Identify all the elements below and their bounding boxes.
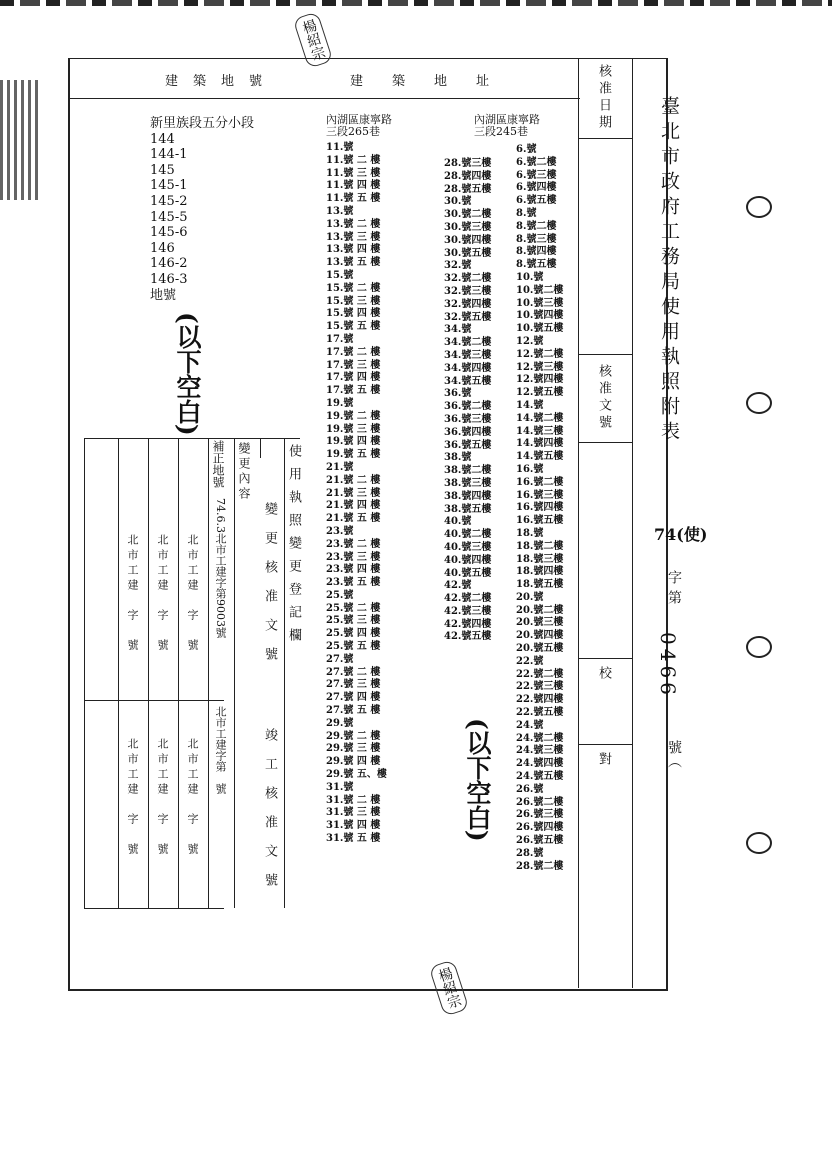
address-entry: 24.號二樓 xyxy=(516,732,564,744)
address-entry: 19.號 三 樓 xyxy=(326,423,381,435)
address-entry: 8.號二樓 xyxy=(516,220,557,232)
address-entry: 31.號 xyxy=(326,781,354,793)
address-entry: 23.號 xyxy=(326,525,354,537)
address-entry: 16.號四樓 xyxy=(516,502,564,514)
address-entry: 16.號五樓 xyxy=(516,515,564,527)
addr-col3-lane: 三段245巷 xyxy=(474,125,528,138)
address-entry: 34.號二樓 xyxy=(444,337,492,349)
addr-col3-road: 內湖區康寧路 xyxy=(474,113,540,126)
right-col-rule-2 xyxy=(632,58,633,988)
address-entry: 40.號四樓 xyxy=(444,554,492,566)
address-entry: 42.號四樓 xyxy=(444,618,492,630)
scan-edge xyxy=(0,0,832,6)
address-entry: 8.號三樓 xyxy=(516,233,557,245)
seal-stamp-top: 楊紹宗 xyxy=(293,11,334,68)
address-entry: 42.號五樓 xyxy=(444,631,492,643)
address-entry: 27.號 xyxy=(326,653,354,665)
address-entry: 13.號 五 樓 xyxy=(326,257,381,269)
address-entry: 11.號 四 樓 xyxy=(326,180,381,192)
address-entry: 21.號 四 樓 xyxy=(326,500,381,512)
address-entry: 42.號三樓 xyxy=(444,605,492,617)
address-entry: 25.號 xyxy=(326,589,354,601)
address-entry: 30.號 xyxy=(444,196,472,208)
addr-col1-road: 內湖區康寧路 xyxy=(326,113,392,126)
register-rule xyxy=(260,438,261,458)
lot-number: 146 xyxy=(150,240,175,256)
license-char: 字第 xyxy=(666,570,682,610)
approve-date-label: 核准日期 xyxy=(596,64,611,132)
address-entry: 27.號 二 樓 xyxy=(326,666,381,678)
address-entry: 23.號 二 樓 xyxy=(326,538,381,550)
address-entry: 34.號三樓 xyxy=(444,349,492,361)
register-blank-approve: 北市工建 字 號 xyxy=(126,534,139,654)
address-entry: 36.號二樓 xyxy=(444,401,492,413)
address-entry: 31.號 二 樓 xyxy=(326,794,381,806)
address-entry: 8.號四樓 xyxy=(516,246,557,258)
address-entry: 10.號二樓 xyxy=(516,284,564,296)
header-address: 建 築 地 址 xyxy=(350,74,491,89)
lot-number: 145-2 xyxy=(150,193,188,209)
address-entry: 22.號四樓 xyxy=(516,694,564,706)
address-entry: 26.號三樓 xyxy=(516,809,564,821)
register-blank-approve: 北市工建 字 號 xyxy=(156,534,169,654)
address-entry: 20.號二樓 xyxy=(516,604,564,616)
register-rule xyxy=(84,438,85,908)
address-entry: 16.號三樓 xyxy=(516,489,564,501)
address-entry: 13.號 xyxy=(326,205,354,217)
address-entry: 32.號二樓 xyxy=(444,273,492,285)
address-entry: 13.號 二 樓 xyxy=(326,218,381,230)
license-number: 0466 xyxy=(656,632,680,699)
address-entry: 27.號 五 樓 xyxy=(326,705,381,717)
address-entry: 25.號 五 樓 xyxy=(326,641,381,653)
address-entry: 25.號 二 樓 xyxy=(326,602,381,614)
right-col-rule-1 xyxy=(578,58,579,988)
address-entry: 28.號四樓 xyxy=(444,170,492,182)
address-entry: 29.號 四 樓 xyxy=(326,756,381,768)
address-entry: 36.號四樓 xyxy=(444,426,492,438)
right-row-rule-1 xyxy=(578,138,632,139)
address-entry: 20.號四樓 xyxy=(516,630,564,642)
address-entry: 10.號四樓 xyxy=(516,310,564,322)
address-entry: 18.號五樓 xyxy=(516,579,564,591)
address-entry: 13.號 三 樓 xyxy=(326,231,381,243)
address-entry: 24.號 xyxy=(516,719,544,731)
address-entry: 18.號三樓 xyxy=(516,553,564,565)
address-entry: 22.號二樓 xyxy=(516,668,564,680)
address-entry: 15.號 三 樓 xyxy=(326,295,381,307)
address-entry: 36.號 xyxy=(444,388,472,400)
address-entry: 34.號四樓 xyxy=(444,362,492,374)
seal-stamp-bottom: 楊紹宗 xyxy=(429,959,470,1016)
address-entry: 11.號 二 樓 xyxy=(326,154,381,166)
lot-section: 新里族段五分小段 xyxy=(150,116,255,131)
register-col-content: 變更內容 xyxy=(237,442,251,502)
lot-number: 144-1 xyxy=(150,147,188,163)
address-entry: 14.號二樓 xyxy=(516,412,564,424)
address-entry: 26.號五樓 xyxy=(516,835,564,847)
address-entry: 40.號五樓 xyxy=(444,567,492,579)
address-entry: 29.號 五、樓 xyxy=(326,769,387,781)
lot-number: 146-3 xyxy=(150,271,188,287)
address-entry: 25.號 四 樓 xyxy=(326,628,381,640)
address-entry: 23.號 五 樓 xyxy=(326,577,381,589)
register-title: 使用執照變更登記欄 xyxy=(286,444,301,651)
address-entry: 10.號五樓 xyxy=(516,323,564,335)
address-entry: 40.號 xyxy=(444,516,472,528)
license-suffix: 號（ xyxy=(666,740,682,768)
address-entry: 21.號 三 樓 xyxy=(326,487,381,499)
change-register-table xyxy=(84,438,300,908)
address-entry: 29.號 xyxy=(326,717,354,729)
binder-hole-icon xyxy=(746,636,772,658)
blank-marker-left: (以下空白) xyxy=(173,312,202,436)
address-entry: 6.號五樓 xyxy=(516,195,557,207)
address-entry: 12.號四樓 xyxy=(516,374,564,386)
address-entry: 19.號 四 樓 xyxy=(326,436,381,448)
register-blank-approve: 北市工建 字 號 xyxy=(186,534,199,654)
address-entry: 22.號三樓 xyxy=(516,681,564,693)
register-rule xyxy=(84,438,300,439)
address-entry: 21.號 xyxy=(326,461,354,473)
register-rule xyxy=(148,438,149,908)
address-entry: 36.號三樓 xyxy=(444,413,492,425)
address-entry: 14.號五樓 xyxy=(516,451,564,463)
binder-hole-icon xyxy=(746,196,772,218)
address-entry: 20.號三樓 xyxy=(516,617,564,629)
register-rule xyxy=(208,438,209,908)
right-row-rule-2 xyxy=(578,354,632,355)
address-entry: 28.號三樓 xyxy=(444,158,492,169)
address-entry: 29.號 二 樓 xyxy=(326,730,381,742)
address-entry: 15.號 四 樓 xyxy=(326,308,381,320)
register-blank-construct: 北市工建 字 號 xyxy=(126,738,139,858)
address-entry: 14.號四樓 xyxy=(516,438,564,450)
address-entry: 30.號二樓 xyxy=(444,209,492,221)
address-entry: 31.號 五 樓 xyxy=(326,833,381,845)
address-entry: 17.號 二 樓 xyxy=(326,346,381,358)
address-entry: 40.號三樓 xyxy=(444,541,492,553)
address-entry: 42.號二樓 xyxy=(444,593,492,605)
address-entry: 32.號三樓 xyxy=(444,285,492,297)
binder-hole-icon xyxy=(746,392,772,414)
address-entry: 34.號 xyxy=(444,324,472,336)
address-entry: 23.號 三 樓 xyxy=(326,551,381,563)
address-entry: 16.號二樓 xyxy=(516,476,564,488)
address-entry: 24.號四樓 xyxy=(516,758,564,770)
lot-label: 地號 xyxy=(150,287,177,303)
register-col-approve: 變更核准文號 xyxy=(262,502,277,676)
address-entry: 38.號四樓 xyxy=(444,490,492,502)
header-rule xyxy=(68,98,580,99)
lot-number: 145-6 xyxy=(150,225,188,241)
lot-number: 145-5 xyxy=(150,209,188,225)
address-entry: 32.號五樓 xyxy=(444,311,492,323)
binder-hole-icon xyxy=(746,832,772,854)
address-entry: 34.號五樓 xyxy=(444,375,492,387)
address-entry: 22.號 xyxy=(516,655,544,667)
address-entry: 17.號 三 樓 xyxy=(326,359,381,371)
address-entry: 24.號三樓 xyxy=(516,745,564,757)
address-entry: 6.號 xyxy=(516,144,537,155)
address-entry: 6.號四樓 xyxy=(516,182,557,194)
addr-col1-lane: 三段265巷 xyxy=(326,125,380,138)
address-entry: 17.號 五 樓 xyxy=(326,385,381,397)
lot-list xyxy=(150,116,254,303)
form-title: 臺北市政府工務局使用執照附表 xyxy=(658,96,680,446)
address-entry: 38.號三樓 xyxy=(444,477,492,489)
address-entry: 10.號三樓 xyxy=(516,297,564,309)
addr-col2-list xyxy=(444,158,491,644)
address-entry: 29.號 三 樓 xyxy=(326,743,381,755)
address-entry: 18.號四樓 xyxy=(516,566,564,578)
register-entry-construct: 北市工建字第 號 xyxy=(214,706,227,794)
address-entry: 14.號 xyxy=(516,399,544,411)
address-entry: 17.號 四 樓 xyxy=(326,372,381,384)
register-col-construct: 竣工核准文號 xyxy=(262,728,277,902)
header-lot-number: 建 築 地 號 xyxy=(165,74,264,89)
address-entry: 42.號 xyxy=(444,580,472,592)
address-entry: 27.號 三 樓 xyxy=(326,679,381,691)
addr-col3-list xyxy=(516,144,563,873)
address-entry: 10.號 xyxy=(516,271,544,283)
address-entry: 15.號 五 樓 xyxy=(326,321,381,333)
address-entry: 23.號 四 樓 xyxy=(326,564,381,576)
address-entry: 28.號二樓 xyxy=(516,860,564,872)
address-entry: 12.號三樓 xyxy=(516,361,564,373)
right-row-rule-3 xyxy=(578,442,632,443)
address-entry: 12.號 xyxy=(516,335,544,347)
address-entry: 26.號 xyxy=(516,783,544,795)
address-entry: 11.號 xyxy=(326,142,354,153)
address-entry: 6.號二樓 xyxy=(516,156,557,168)
register-entry-content: 補正地號 xyxy=(211,440,225,488)
register-blank-construct: 北市工建 字 號 xyxy=(156,738,169,858)
address-entry: 38.號 xyxy=(444,452,472,464)
address-entry: 40.號二樓 xyxy=(444,529,492,541)
address-entry: 31.號 四 樓 xyxy=(326,820,381,832)
lot-number: 145 xyxy=(150,162,175,178)
register-rule xyxy=(84,700,224,701)
right-row-rule-4 xyxy=(578,658,632,659)
address-entry: 26.號四樓 xyxy=(516,822,564,834)
address-entry: 18.號 xyxy=(516,527,544,539)
address-entry: 8.號五樓 xyxy=(516,259,557,271)
register-rule xyxy=(234,438,235,908)
address-entry: 38.號五樓 xyxy=(444,503,492,515)
address-entry: 6.號三樓 xyxy=(516,169,557,181)
blank-marker-right: (以下空白) xyxy=(463,718,492,842)
address-entry: 19.號 五 樓 xyxy=(326,449,381,461)
address-entry: 24.號五樓 xyxy=(516,771,564,783)
addr-col1-list xyxy=(326,142,387,846)
address-entry: 26.號二樓 xyxy=(516,796,564,808)
approve-doc-label: 核准文號 xyxy=(596,364,611,432)
register-blank-construct: 北市工建 字 號 xyxy=(186,738,199,858)
address-entry: 27.號 四 樓 xyxy=(326,692,381,704)
address-entry: 21.號 二 樓 xyxy=(326,474,381,486)
address-entry: 38.號二樓 xyxy=(444,465,492,477)
address-entry: 18.號二樓 xyxy=(516,540,564,552)
address-entry: 12.號五樓 xyxy=(516,387,564,399)
address-entry: 15.號 xyxy=(326,269,354,281)
address-entry: 12.號二樓 xyxy=(516,348,564,360)
address-entry: 20.號 xyxy=(516,591,544,603)
address-entry: 32.號四樓 xyxy=(444,298,492,310)
lot-number: 144 xyxy=(150,131,175,147)
license-year: 74(使) xyxy=(654,525,708,544)
address-entry: 15.號 二 樓 xyxy=(326,282,381,294)
address-entry: 14.號三樓 xyxy=(516,425,564,437)
register-rule xyxy=(118,438,119,908)
address-entry: 30.號三樓 xyxy=(444,221,492,233)
address-entry: 36.號五樓 xyxy=(444,439,492,451)
address-entry: 30.號四樓 xyxy=(444,234,492,246)
register-entry-approve: 74.6.3北市工建字第9003號 xyxy=(214,498,227,638)
address-entry: 20.號五樓 xyxy=(516,643,564,655)
address-entry: 32.號 xyxy=(444,260,472,272)
address-entry: 11.號 三 樓 xyxy=(326,167,381,179)
address-entry: 28.號五樓 xyxy=(444,183,492,195)
scan-margin-mark xyxy=(0,80,40,200)
address-entry: 31.號 三 樓 xyxy=(326,807,381,819)
address-entry: 13.號 四 樓 xyxy=(326,244,381,256)
address-entry: 19.號 二 樓 xyxy=(326,410,381,422)
address-entry: 17.號 xyxy=(326,333,354,345)
address-entry: 16.號 xyxy=(516,463,544,475)
address-entry: 11.號 五 樓 xyxy=(326,193,381,205)
address-entry: 21.號 五 樓 xyxy=(326,513,381,525)
register-rule xyxy=(84,908,224,909)
lot-number: 145-1 xyxy=(150,178,188,194)
address-entry: 22.號五樓 xyxy=(516,707,564,719)
address-entry: 25.號 三 樓 xyxy=(326,615,381,627)
address-entry: 8.號 xyxy=(516,207,537,219)
register-rule xyxy=(178,438,179,908)
lot-number: 146-2 xyxy=(150,256,188,272)
address-entry: 30.號五樓 xyxy=(444,247,492,259)
address-entry: 19.號 xyxy=(326,397,354,409)
address-entry: 28.號 xyxy=(516,847,544,859)
proofread-label: 校 對 xyxy=(596,666,611,795)
